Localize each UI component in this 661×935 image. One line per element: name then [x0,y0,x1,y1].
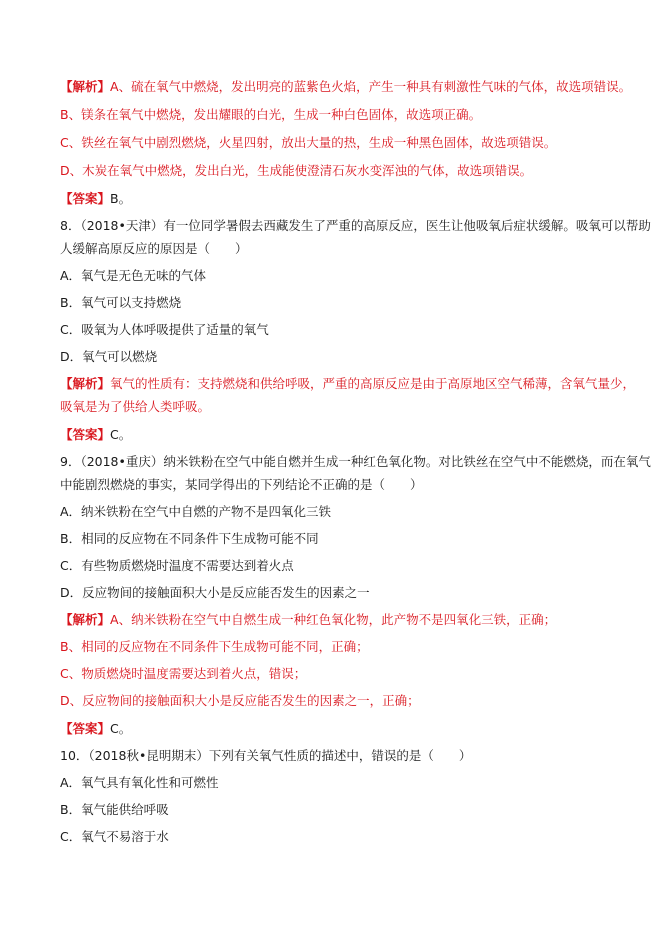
q9-analysis-line-d: D、反应物间的接触面积大小是反应能否发生的因素之一，正确； [60,693,420,708]
q10-option-b: B．氧气能供给呼吸 [60,802,169,817]
q9-option-c: C．有些物质燃烧时温度不需要达到着火点 [60,558,294,573]
q7-answer-value: B。 [110,191,132,206]
q7-answer [60,190,620,208]
q7-analysis-line-b: B、镁条在氧气中燃烧，发出耀眼的白光，生成一种白色固体，故选项正确。 [60,107,482,122]
q9-answer-value: C。 [110,721,132,736]
q9-option-a: A．纳米铁粉在空气中自燃的产物不是四氧化三铁 [60,504,332,519]
q9-answer [60,720,620,738]
q9-analysis-line-c: C、物质燃烧时温度需要达到着火点，错误； [60,666,307,681]
q9-answer-tag: 【答案】 [60,721,111,736]
q7-analysis-text-a: A、硫在氧气中燃烧，发出明亮的蓝紫色火焰，产生一种具有刺激性气味的气体，故选项错误。 [110,79,632,94]
q7-analysis-line-c: C、铁丝在氧气中剧烈燃烧，火星四射，放出大量的热，生成一种黑色固体，故选项错误。 [60,135,557,150]
q7-analysis-line-a [60,78,632,96]
q9-option-d: D．反应物间的接触面积大小是反应能否发生的因素之一 [60,585,370,600]
q10-option-a: A．氧气具有氧化性和可燃性 [60,775,219,790]
q9-analysis-line-b: B、相同的反应物在不同条件下生成物可能不同，正确； [60,639,369,654]
q9-analysis-tag: 【解析】 [60,612,111,627]
q9-analysis-text-a: A、纳米铁粉在空气中自燃生成一种红色氧化物，此产物不是四氧化三铁，正确； [110,612,557,627]
q8-analysis-line2: 吸氧是为了供给人类呼吸。 [60,399,211,414]
q10-title: 10．（2018秋•昆明期末）下列有关氧气性质的描述中，错误的是（ ） [60,748,472,763]
q8-analysis-tag: 【解析】 [60,376,111,391]
document-page [60,78,651,846]
q8-answer [60,426,620,444]
q8-answer-value: C。 [110,427,132,442]
q8-title-line2: 人缓解高原反应的原因是（ ） [60,241,248,256]
q9-analysis-line-a [60,611,620,629]
q10-option-c: C．氧气不易溶于水 [60,829,169,844]
q8-option-b: B．氧气可以支持燃烧 [60,295,182,310]
q8-option-a: A．氧气是无色无味的气体 [60,268,207,283]
q7-answer-tag: 【答案】 [60,191,111,206]
q7-analysis-line-d: D、木炭在氧气中燃烧，发出白光，生成能使澄清石灰水变浑浊的气体，故选项错误。 [60,163,533,178]
q9-title-line2: 中能剧烈燃烧的事实，某同学得出的下列结论不正确的是（ ） [60,477,423,492]
q8-option-c: C．吸氧为人体呼吸提供了适量的氧气 [60,322,269,337]
q8-option-d: D．氧气可以燃烧 [60,349,158,364]
q8-analysis-text1: 氧气的性质有：支持燃烧和供给呼吸，严重的高原反应是由于高原地区空气稀薄，含氧气量少， [110,376,636,391]
q7-analysis-tag: 【解析】 [60,79,111,94]
q9-option-b: B．相同的反应物在不同条件下生成物可能不同 [60,531,319,546]
q9-title-line1: 9．（2018•重庆）纳米铁粉在空气中能自燃并生成一种红色氧化物。对比铁丝在空气中不能燃烧，而在氧气 [60,454,651,469]
q8-title-line1: 8．（2018•天津）有一位同学暑假去西藏发生了严重的高原反应，医生让他吸氧后症状缓解。吸氧可以帮助 [60,218,651,233]
q8-analysis-line1 [60,375,636,393]
q8-answer-tag: 【答案】 [60,427,111,442]
